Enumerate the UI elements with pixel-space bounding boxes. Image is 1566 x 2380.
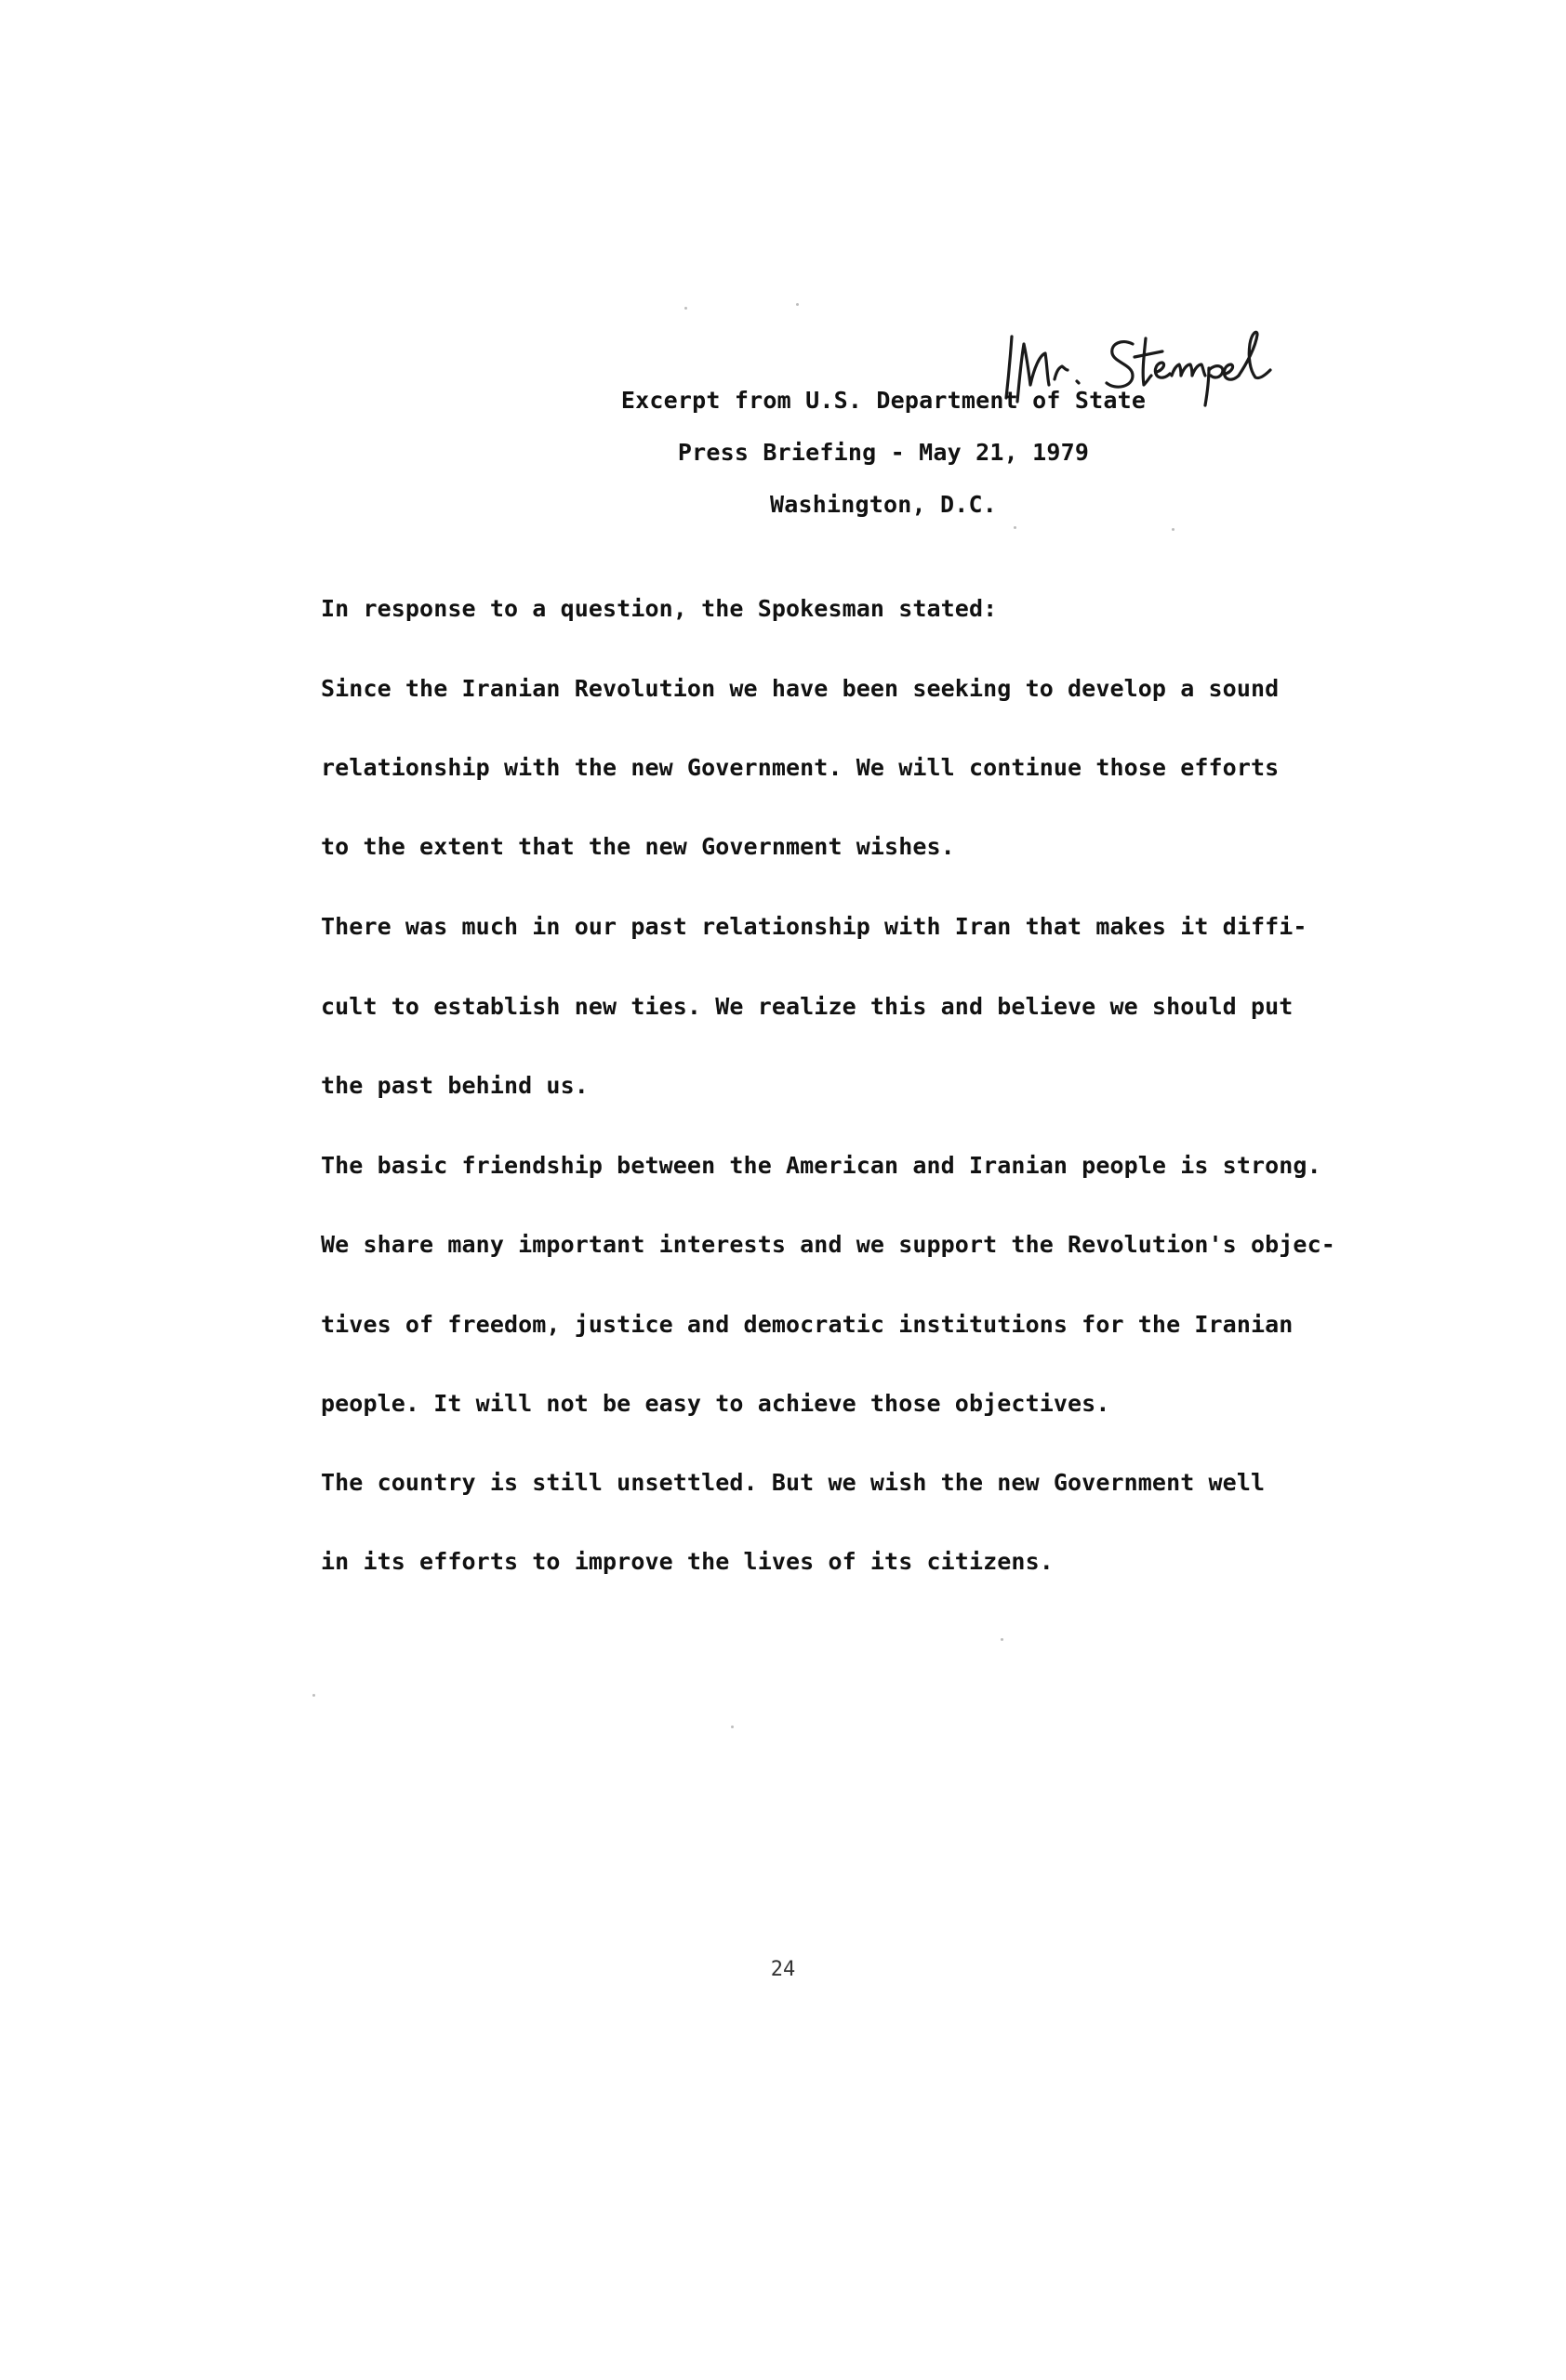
body-line: Since the Iranian Revolution we have been seeking to develop a sound bbox=[321, 675, 1280, 702]
scan-speck bbox=[312, 1694, 315, 1697]
scan-speck bbox=[1014, 526, 1016, 529]
body-line: cult to establish new ties. We realize this and believe we should put bbox=[321, 993, 1294, 1020]
body-line-intro: In response to a question, the Spokesman stated: bbox=[321, 595, 998, 622]
body-line: tives of freedom, justice and democratic institutions for the Iranian bbox=[321, 1311, 1294, 1338]
body-line: We share many important interests and we support the Revolution's objec- bbox=[321, 1231, 1335, 1258]
header-title-line: Excerpt from U.S. Department of State bbox=[620, 387, 1147, 414]
header-briefing-date-line: Press Briefing - May 21, 1979 bbox=[677, 439, 1090, 466]
body-line: The basic friendship between the American and Iranian people is strong. bbox=[321, 1152, 1321, 1179]
body-line: the past behind us. bbox=[321, 1072, 589, 1099]
body-line: relationship with the new Government. We will continue those efforts bbox=[321, 754, 1280, 781]
body-line: in its efforts to improve the lives of its citizens. bbox=[321, 1548, 1054, 1575]
scan-speck bbox=[731, 1726, 734, 1728]
scan-speck bbox=[1172, 528, 1174, 531]
body-line: people. It will not be easy to achieve those objectives. bbox=[321, 1390, 1110, 1417]
header-location-line: Washington, D.C. bbox=[769, 491, 998, 518]
body-line: to the extent that the new Government wishes. bbox=[321, 833, 955, 860]
body-line: The country is still unsettled. But we wish the new Government well bbox=[321, 1469, 1266, 1496]
body-line: There was much in our past relationship with Iran that makes it diffi- bbox=[321, 913, 1307, 940]
scan-speck bbox=[796, 303, 799, 306]
page-number: 24 bbox=[770, 1958, 796, 1981]
scan-speck bbox=[684, 307, 687, 310]
scan-speck bbox=[1001, 1638, 1003, 1641]
